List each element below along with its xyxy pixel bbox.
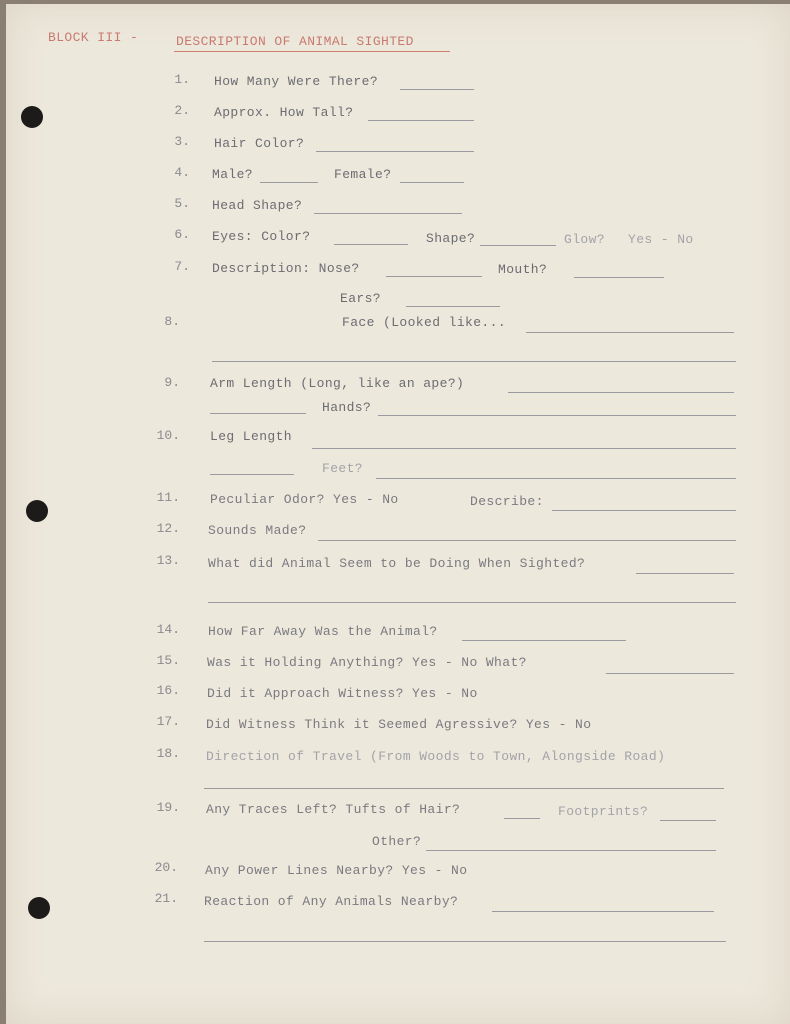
question-number: 19. [156, 800, 180, 815]
block-label: BLOCK III - [48, 30, 139, 45]
answer-line-ears[interactable] [406, 306, 500, 307]
answer-line-reaction[interactable] [492, 911, 714, 912]
question-3-label: Hair Color? [214, 136, 305, 151]
question-5-label: Head Shape? [212, 198, 303, 213]
answer-line-sounds[interactable] [318, 540, 736, 541]
question-12-label: Sounds Made? [208, 523, 307, 538]
question-number: 8. [164, 314, 180, 329]
question-16-label: Did it Approach Witness? Yes - No [207, 686, 478, 701]
answer-line-footprints[interactable] [660, 820, 716, 821]
question-17-label: Did Witness Think it Seemed Agressive? Yes - No [206, 717, 592, 732]
answer-line-hair[interactable] [504, 818, 540, 819]
answer-line-male[interactable] [260, 182, 318, 183]
question-number: 5. [174, 196, 190, 211]
answer-line-3[interactable] [316, 151, 474, 152]
question-number: 6. [174, 227, 190, 242]
question-11-describe-label: Describe: [470, 494, 544, 509]
question-8-label: Face (Looked like... [342, 315, 507, 330]
answer-line-nose[interactable] [386, 276, 482, 277]
question-9-label: Arm Length (Long, like an ape?) [210, 376, 465, 391]
answer-line-hands[interactable] [378, 415, 736, 416]
question-14-label: How Far Away Was the Animal? [208, 624, 438, 639]
question-6-glow-label: Glow? [564, 232, 606, 247]
question-7-mouth-label: Mouth? [498, 262, 548, 277]
answer-line-leg-cont[interactable] [210, 474, 294, 475]
question-number: 3. [174, 134, 190, 149]
question-number: 20. [154, 860, 178, 875]
answer-line-other[interactable] [426, 850, 716, 851]
question-number: 11. [156, 490, 180, 505]
question-number: 12. [156, 521, 180, 536]
question-1-label: How Many Were There? [214, 74, 379, 89]
answer-line-holding[interactable] [606, 673, 734, 674]
question-18-label: Direction of Travel (From Woods to Town, Alongside Road) [206, 749, 666, 764]
punch-hole [28, 897, 50, 919]
question-7-label: Description: Nose? [212, 261, 360, 276]
question-number: 7. [174, 259, 190, 274]
question-number: 21. [154, 891, 178, 906]
question-2-label: Approx. How Tall? [214, 105, 354, 120]
question-number: 10. [156, 428, 180, 443]
question-number: 9. [164, 375, 180, 390]
form-title: DESCRIPTION OF ANIMAL SIGHTED [176, 34, 414, 49]
question-21-label: Reaction of Any Animals Nearby? [204, 894, 459, 909]
question-7-ears-label: Ears? [340, 291, 382, 306]
answer-line-1[interactable] [400, 89, 474, 90]
answer-line-odor[interactable] [552, 510, 736, 511]
answer-line-distance[interactable] [462, 640, 626, 641]
question-11-label: Peculiar Odor? Yes - No [210, 492, 399, 507]
answer-line-2[interactable] [368, 120, 474, 121]
answer-line-arm[interactable] [508, 392, 734, 393]
punch-hole [21, 106, 43, 128]
question-20-label: Any Power Lines Nearby? Yes - No [205, 863, 468, 878]
answer-line-reaction-cont[interactable] [204, 941, 726, 942]
question-number: 18. [156, 746, 180, 761]
question-19-label: Any Traces Left? Tufts of Hair? [206, 802, 461, 817]
answer-line-face-cont[interactable] [212, 361, 736, 362]
question-number: 15. [156, 653, 180, 668]
answer-line-face[interactable] [526, 332, 734, 333]
punch-hole [26, 500, 48, 522]
answer-line-eye-color[interactable] [334, 244, 408, 245]
answer-line-eye-shape[interactable] [480, 245, 556, 246]
question-9-hands-label: Hands? [322, 400, 372, 415]
question-10-feet-label: Feet? [322, 461, 364, 476]
question-10-label: Leg Length [210, 429, 293, 444]
question-15-label: Was it Holding Anything? Yes - No What? [207, 655, 527, 670]
question-13-label: What did Animal Seem to be Doing When Sighted? [208, 556, 586, 571]
question-4-male-label: Male? [212, 167, 254, 182]
question-6-shape-label: Shape? [426, 231, 476, 246]
question-4-female-label: Female? [334, 167, 392, 182]
question-number: 14. [156, 622, 180, 637]
answer-line-5[interactable] [314, 213, 462, 214]
title-underline [174, 51, 450, 52]
answer-line-mouth[interactable] [574, 277, 664, 278]
question-number: 2. [174, 103, 190, 118]
answer-line-direction[interactable] [204, 788, 724, 789]
question-6-glow-options[interactable]: Yes - No [628, 232, 694, 247]
question-number: 13. [156, 553, 180, 568]
question-number: 16. [156, 683, 180, 698]
answer-line-female[interactable] [400, 182, 464, 183]
answer-line-feet[interactable] [376, 478, 736, 479]
answer-line-doing-cont[interactable] [208, 602, 736, 603]
answer-line-doing[interactable] [636, 573, 734, 574]
question-number: 17. [156, 714, 180, 729]
answer-line-arm-cont[interactable] [210, 413, 306, 414]
question-number: 1. [174, 72, 190, 87]
question-number: 4. [174, 165, 190, 180]
question-6-label: Eyes: Color? [212, 229, 311, 244]
question-19-footprints-label: Footprints? [558, 804, 649, 819]
question-19-other-label: Other? [372, 834, 422, 849]
answer-line-leg[interactable] [312, 448, 736, 449]
